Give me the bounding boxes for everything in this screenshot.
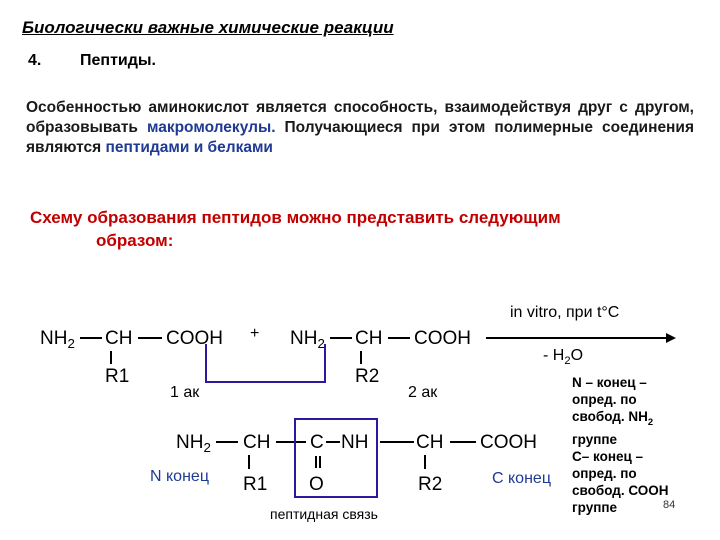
note-line: опред. по [572, 466, 637, 481]
bond [138, 337, 162, 339]
product-alpha-carbon-2: CH [416, 432, 444, 453]
reaction-arrow [486, 331, 676, 345]
terminus-notes [572, 374, 712, 516]
reaction-conditions: in vitro, при t°C [510, 304, 620, 321]
intro-highlight1: макромолекулы. [146, 119, 276, 136]
intro-paragraph [26, 98, 694, 158]
aa2-radical: R2 [355, 366, 380, 387]
bond [80, 337, 102, 339]
peptide-bond-box [294, 418, 378, 498]
plus-sign: + [250, 325, 260, 342]
note-line: опред. по [572, 392, 637, 407]
byproduct-water: - $H_2O$ [543, 347, 584, 367]
scheme-line2: образом: [96, 231, 174, 250]
note-line: свобод. СООН [572, 483, 669, 498]
bond [110, 351, 112, 364]
label-aa2: 2 ак [408, 384, 438, 401]
intro-part1: Особенностью аминокислот является способность, взаимодействуя друг с другом, образовывать [26, 99, 694, 136]
note-line: группе [572, 500, 618, 515]
product-carboxyl-group: COOH [480, 432, 537, 453]
aa1-carboxyl-group: COOH [166, 328, 223, 349]
note-line: группе [572, 432, 618, 447]
aa2-carboxyl-group: COOH [414, 328, 471, 349]
n-terminus-label: N конец [150, 468, 209, 485]
section-number: 4. [28, 52, 42, 69]
intro-highlight2: пептидами и белками [105, 139, 273, 156]
product-carbonyl-carbon: C [310, 432, 324, 453]
bond [380, 441, 414, 443]
section-name: Пептиды. [80, 52, 156, 69]
label-aa1: 1 ак [170, 384, 200, 401]
aa1-radical: R1 [105, 366, 130, 387]
product-amino-group: $NH_2$ [176, 432, 211, 455]
c-terminus-label: C конец [492, 470, 551, 487]
bond [330, 337, 352, 339]
aa1-amino-group: $NH_2$ [40, 328, 75, 351]
product-radical-2: R2 [418, 474, 443, 495]
scheme-sentence [30, 206, 692, 252]
product-carbonyl-oxygen: O [309, 474, 324, 495]
product-amide-nitrogen: NH [341, 432, 369, 453]
note-line: С– конец – [572, 449, 644, 464]
bond [424, 455, 426, 469]
peptide-bond-label: пептидная связь [270, 506, 378, 522]
product-radical-1: R1 [243, 474, 268, 495]
product-alpha-carbon-1: CH [243, 432, 271, 453]
intro-part2: Получающиеся при этом полимерные соединения являются [26, 119, 694, 156]
page-number: 84 [663, 499, 676, 511]
bond [450, 441, 476, 443]
slide-title: Биологически важные химические реакции [22, 18, 394, 37]
aa2-amino-group: $NH_2$ [290, 328, 325, 351]
bond [248, 455, 250, 469]
note-line: свобод. $NH_2$ [572, 409, 654, 428]
scheme-line1: Схему образования пептидов можно представить следующим [30, 208, 561, 227]
bond [360, 351, 362, 364]
bond [388, 337, 410, 339]
aa2-alpha-carbon: CH [355, 328, 383, 349]
note-line: N – конец – [572, 375, 647, 390]
aa1-alpha-carbon: CH [105, 328, 133, 349]
bond [216, 441, 238, 443]
